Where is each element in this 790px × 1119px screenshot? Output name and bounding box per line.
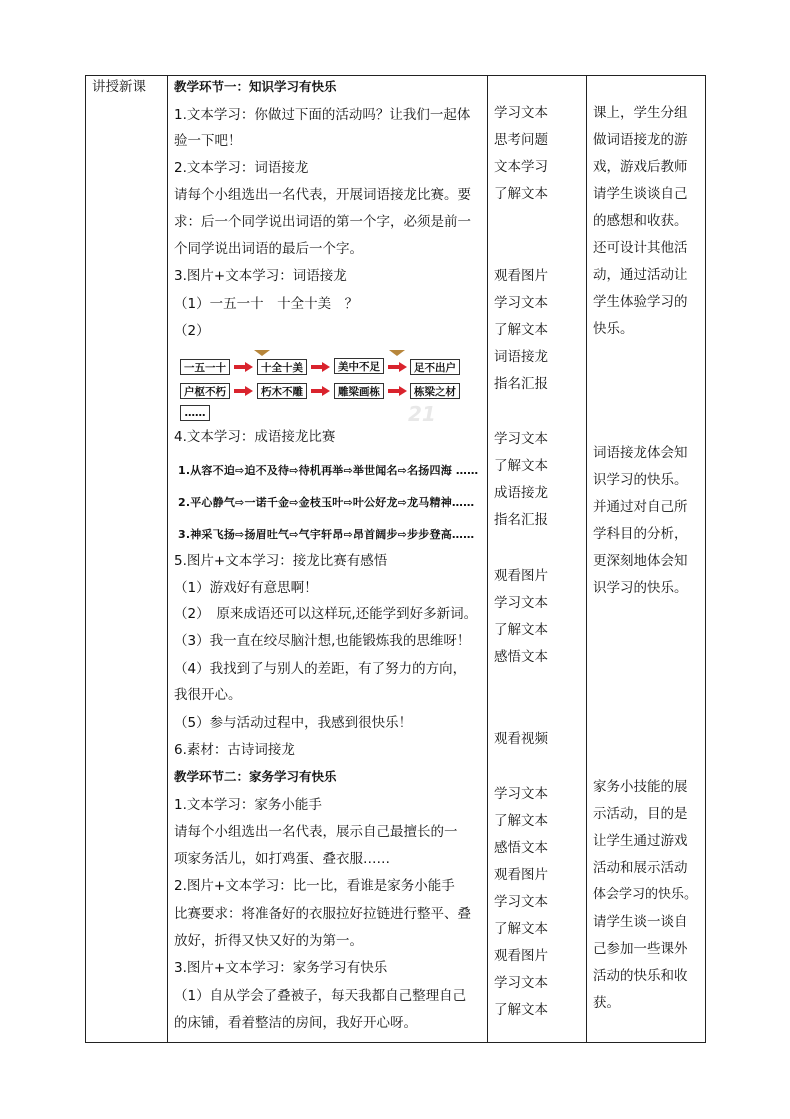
intent-line: 体会学习的快乐。 <box>593 887 698 902</box>
table-left-border <box>85 75 86 1043</box>
intent-line: 让学生通过游戏 <box>593 833 688 849</box>
activity-item: 感悟文本 <box>494 649 548 665</box>
activity-item: 观看视频 <box>494 731 548 747</box>
p1-line1: 1.文本学习：你做过下面的活动吗？让我们一起体 <box>174 107 471 123</box>
activity-item: 了解文本 <box>494 458 548 474</box>
activity-item: 了解文本 <box>494 813 548 829</box>
intent-line: 活动的快乐和收 <box>593 968 688 984</box>
intent-line: 识学习的快乐。 <box>593 580 688 596</box>
intent-line: 课上，学生分组 <box>593 105 688 121</box>
activity-item: 词语接龙 <box>494 349 548 365</box>
intent-line: 活动和展示活动 <box>593 860 688 876</box>
column-divider-3 <box>586 75 587 1043</box>
intent-line: 请学生谈一谈自 <box>593 914 688 930</box>
intent-line: 示活动，目的是 <box>593 806 688 822</box>
p5-item: 我很开心。 <box>174 687 242 703</box>
activity-item: 了解文本 <box>494 186 548 202</box>
intent-line: 学科目的分析， <box>593 526 688 542</box>
intent-line: 还可设计其他活 <box>593 240 688 256</box>
column-divider-2 <box>487 75 488 1043</box>
chain-box: 一五一十 <box>180 359 230 375</box>
activity-item: 观看图片 <box>494 568 548 584</box>
chain-box-ellipsis: …… <box>180 405 210 421</box>
activity-item: 学习文本 <box>494 295 548 311</box>
activity-item: 观看图片 <box>494 948 548 964</box>
intent-line: 更深刻地体会知 <box>593 553 688 569</box>
activity-item: 成语接龙 <box>494 485 548 501</box>
arrow-icon <box>388 386 408 396</box>
activity-item: 学习文本 <box>494 431 548 447</box>
intent-line: 识学习的快乐。 <box>593 472 688 488</box>
activity-item: 学习文本 <box>494 975 548 991</box>
p5-heading: 5.图片+文本学习：接龙比赛有感悟 <box>174 553 388 569</box>
p5-item: （5）参与活动过程中，我感到很快乐！ <box>174 715 413 731</box>
idiom-chain: 1.从容不迫⇨迫不及待⇨待机再举⇨举世闻名⇨名扬四海 …… <box>178 464 479 477</box>
table-right-border <box>705 75 706 1043</box>
watermark: 21 <box>408 402 436 426</box>
p5-item: （2） 原来成语还可以这样玩,还能学到好多新词。 <box>174 606 478 622</box>
chain-box: 十全十美 <box>257 359 307 375</box>
s2-p2-line2: 放好，折得又快又好的为第一。 <box>174 933 363 949</box>
activity-item: 观看图片 <box>494 867 548 883</box>
idiom-chain: 2.平心静气⇨一诺千金⇨金枝玉叶⇨叶公好龙⇨龙马精神…… <box>178 496 475 509</box>
p2-requirement-1: 请每个小组选出一名代表，开展词语接龙比赛。要 <box>174 187 471 203</box>
intent-line: 并通过对自己所 <box>593 499 688 515</box>
chain-box: 朽木不雕 <box>257 383 307 399</box>
arrow-icon <box>311 386 331 396</box>
activity-item: 学习文本 <box>494 595 548 611</box>
p5-item: （3）我一直在绞尽脑汁想,也能锻炼我的思维呀！ <box>174 633 471 649</box>
column-divider-1 <box>167 75 168 1043</box>
p4-heading: 4.文本学习：成语接龙比赛 <box>174 429 336 445</box>
activity-item: 指名汇报 <box>494 376 548 392</box>
arrow-icon <box>234 386 254 396</box>
intent-line: 学生体验学习的 <box>593 294 688 310</box>
intent-line: 的感想和收获。 <box>593 213 688 229</box>
chain-box: 栋梁之材 <box>410 383 460 399</box>
row-label: 讲授新课 <box>92 79 146 95</box>
activity-item: 了解文本 <box>494 921 548 937</box>
chain-box: 足不出户 <box>410 359 460 375</box>
activity-item: 了解文本 <box>494 1002 548 1018</box>
arrow-icon <box>234 362 254 372</box>
activity-item: 指名汇报 <box>494 512 548 528</box>
decoration-right <box>389 350 405 356</box>
intent-line: 词语接龙体会知 <box>593 445 688 461</box>
idiom-chain: 3.神采飞扬⇨扬眉吐气⇨气宇轩昂⇨昂首阔步⇨步步登高…… <box>178 528 475 541</box>
s2-p2-heading: 2.图片+文本学习：比一比，看谁是家务小能手 <box>174 878 455 894</box>
table-bottom-border <box>85 1042 706 1043</box>
arrow-icon <box>311 362 331 372</box>
p5-item: （4）我找到了与别人的差距，有了努力的方向， <box>174 661 467 677</box>
p2-requirement-2: 求：后一个同学说出词语的第一个字，必须是前一 <box>174 214 471 230</box>
intent-line: 获。 <box>593 995 620 1011</box>
p3-heading: 3.图片+文本学习：词语接龙 <box>174 268 347 284</box>
activity-item: 学习文本 <box>494 894 548 910</box>
p6-heading: 6.素材：古诗词接龙 <box>174 742 295 758</box>
intent-line: 请学生谈谈自己 <box>593 186 688 202</box>
intent-line: 做词语接龙的游 <box>593 132 688 148</box>
section2-title: 教学环节二：家务学习有快乐 <box>174 769 337 784</box>
p5-item: （1）游戏好有意思啊！ <box>174 580 318 596</box>
activity-item: 思考问题 <box>494 132 548 148</box>
activity-item: 文本学习 <box>494 159 548 175</box>
activity-item: 学习文本 <box>494 105 548 121</box>
p1-line2: 验一下吧！ <box>174 133 242 149</box>
p3-item-2: （2） <box>174 323 210 339</box>
intent-line: 己参加一些课外 <box>593 941 688 957</box>
activity-item: 了解文本 <box>494 322 548 338</box>
s2-p3-line1: （1）自从学会了叠被子，每天我都自己整理自己 <box>174 988 467 1004</box>
table-top-border <box>85 75 706 76</box>
s2-p3-line2: 的床铺，看着整洁的房间，我好开心呀。 <box>174 1015 417 1031</box>
intent-line: 快乐。 <box>593 321 634 337</box>
chain-box: 户枢不朽 <box>180 383 230 399</box>
s2-p1-line2: 项家务活儿，如打鸡蛋、叠衣服…… <box>174 851 390 867</box>
intent-line: 戏，游戏后教师 <box>593 159 688 175</box>
s2-p1-line1: 请每个小组选出一名代表，展示自己最擅长的一 <box>174 824 458 840</box>
arrow-icon <box>388 362 408 372</box>
p2-heading: 2.文本学习：词语接龙 <box>174 160 309 176</box>
s2-p2-line1: 比赛要求：将准备好的衣服拉好拉链进行整平、叠 <box>174 906 471 922</box>
activity-item: 了解文本 <box>494 622 548 638</box>
activity-item: 学习文本 <box>494 786 548 802</box>
decoration-left <box>254 350 270 356</box>
intent-line: 家务小技能的展 <box>593 779 688 795</box>
chain-box: 雕梁画栋 <box>334 383 384 399</box>
activity-item: 观看图片 <box>494 268 548 284</box>
section1-title: 教学环节一：知识学习有快乐 <box>174 79 337 94</box>
chain-box: 美中不足 <box>334 358 384 374</box>
activity-item: 感悟文本 <box>494 840 548 856</box>
s2-p1-heading: 1.文本学习：家务小能手 <box>174 797 322 813</box>
p3-item-1: （1）一五一十 十全十美 ？ <box>174 296 359 312</box>
intent-line: 动，通过活动让 <box>593 267 688 283</box>
p2-requirement-3: 个同学说出词语的最后一个字。 <box>174 241 363 257</box>
s2-p3-heading: 3.图片+文本学习：家务学习有快乐 <box>174 960 388 976</box>
